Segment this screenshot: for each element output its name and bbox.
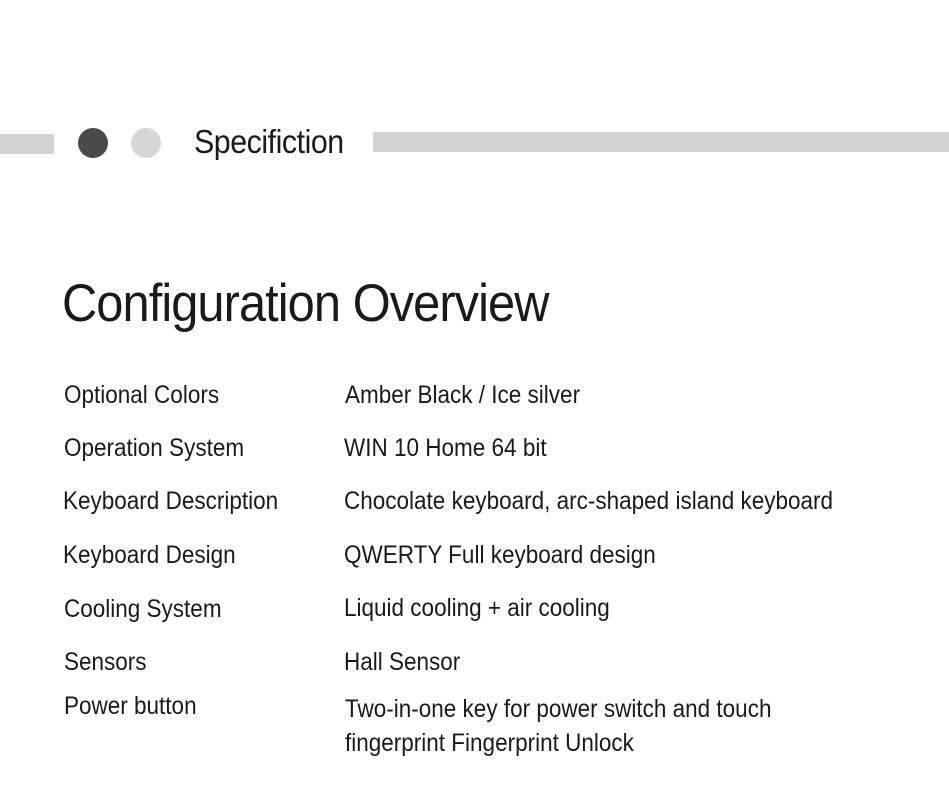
spec-label-operation-system: Operation System	[64, 434, 245, 462]
spec-label-power-button: Power button	[64, 692, 197, 720]
spec-value-optional-colors: Amber Black / Ice silver	[345, 381, 581, 409]
header-bar-right	[373, 132, 949, 152]
spec-label-sensors: Sensors	[64, 648, 147, 676]
spec-value-operation-system: WIN 10 Home 64 bit	[344, 434, 547, 462]
spec-value-keyboard-description: Chocolate keyboard, arc-shaped island keyboard	[344, 487, 834, 515]
section-label: Specifiction	[194, 123, 344, 160]
spec-value-power-button-line1: Two-in-one key for power switch and touch	[345, 695, 772, 723]
spec-label-optional-colors: Optional Colors	[64, 381, 220, 409]
spec-value-cooling-system: Liquid cooling + air cooling	[344, 594, 610, 622]
page-title: Configuration Overview	[62, 274, 549, 333]
spec-label-keyboard-description: Keyboard Description	[63, 487, 279, 515]
spec-value-sensors: Hall Sensor	[344, 648, 461, 676]
spec-value-keyboard-design: QWERTY Full keyboard design	[344, 541, 656, 569]
spec-label-keyboard-design: Keyboard Design	[63, 541, 236, 569]
spec-value-power-button-line2: fingerprint Fingerprint Unlock	[345, 729, 634, 757]
spec-label-cooling-system: Cooling System	[64, 595, 222, 623]
header-bar-left	[0, 134, 54, 154]
dark-dot-icon	[78, 128, 108, 158]
light-dot-icon	[131, 128, 161, 158]
